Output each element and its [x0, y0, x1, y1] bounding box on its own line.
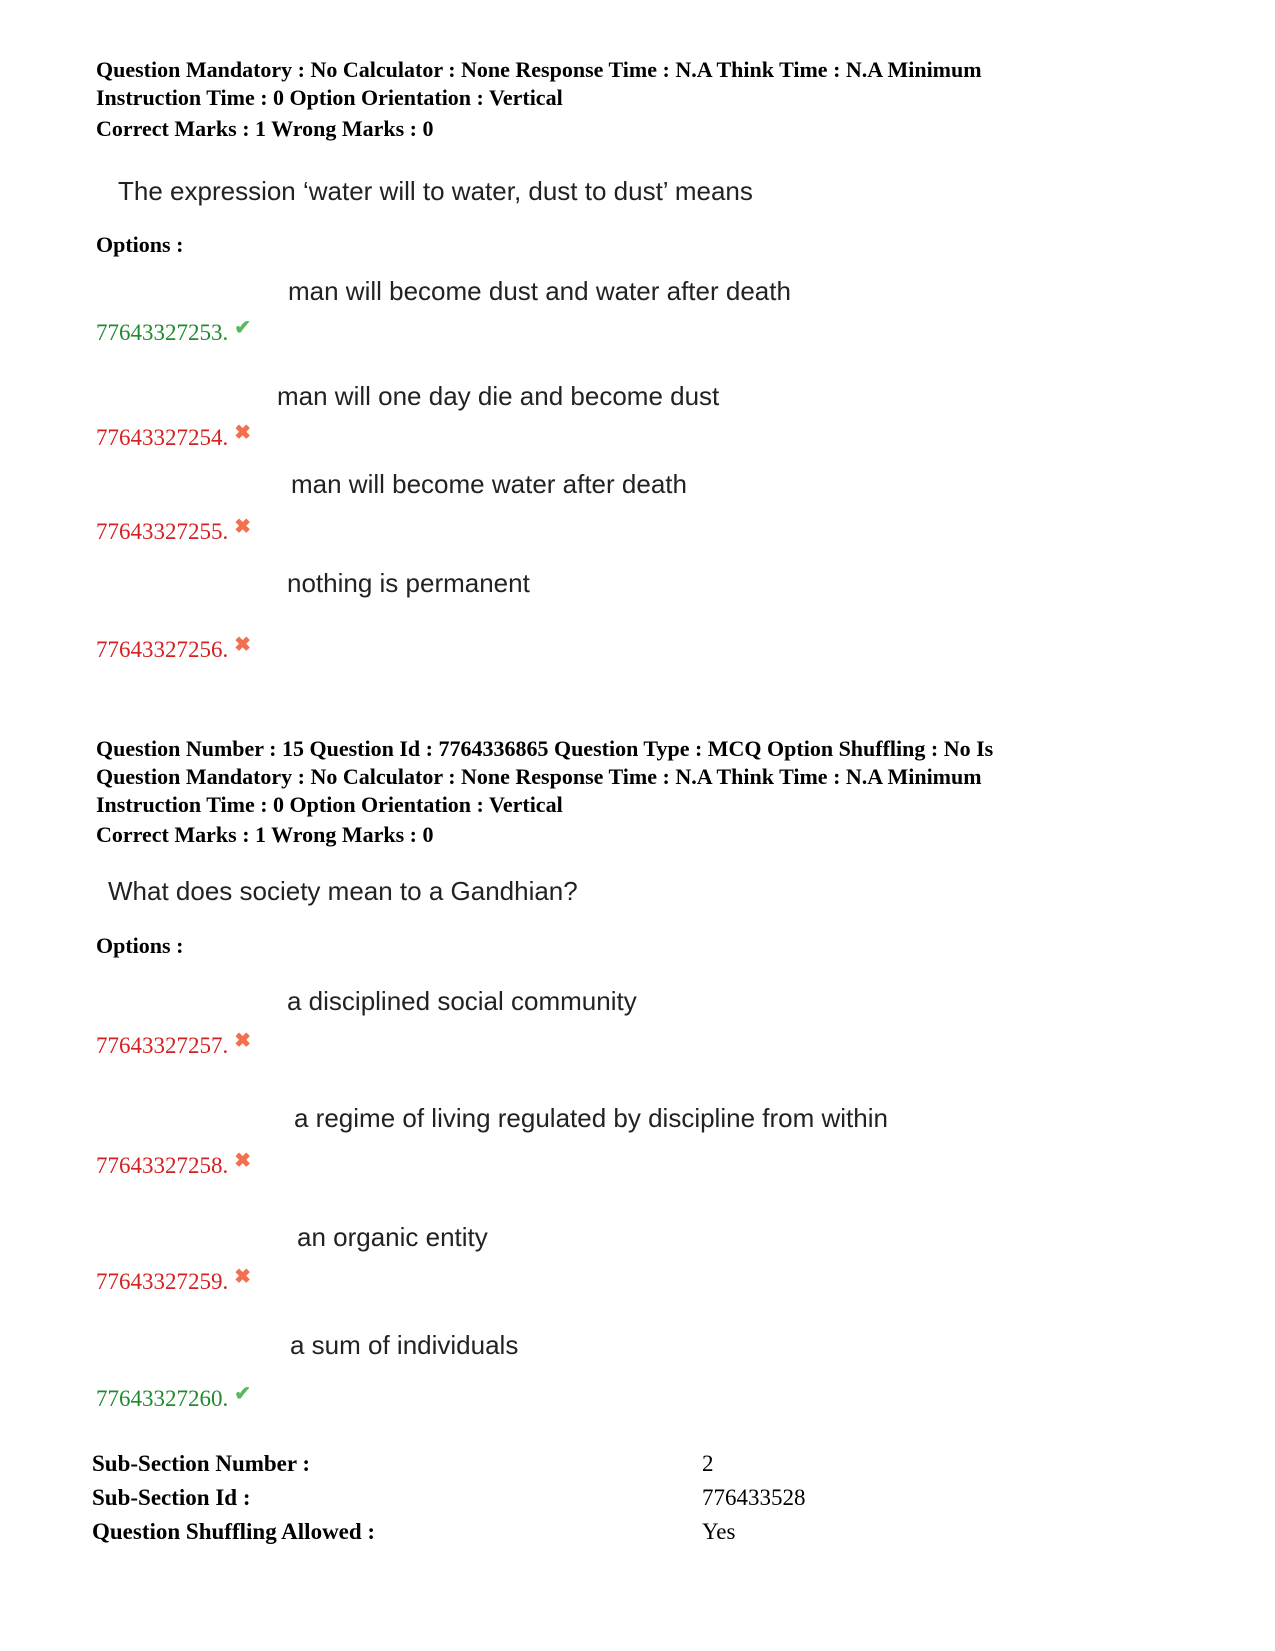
subsection-number-value: 2 — [702, 1451, 714, 1476]
cross-icon: ✖ — [234, 516, 252, 538]
subsection-id-label: Sub-Section Id : — [92, 1485, 251, 1510]
q1-option-4-id — [96, 634, 252, 663]
q1-options-label: Options : — [96, 232, 184, 257]
q2-option-2-number: 77643327258. — [96, 1153, 229, 1178]
q1-option-1-text: man will become dust and water after death — [288, 276, 791, 306]
q2-option-1-text: a disciplined social community — [287, 986, 637, 1016]
q1-meta — [96, 56, 1196, 112]
q1-option-1-number: 77643327253. — [96, 320, 229, 345]
q1-option-2-number: 77643327254. — [96, 425, 229, 450]
check-icon: ✔ — [234, 317, 252, 339]
q1-option-2-text: man will one day die and become dust — [277, 381, 720, 411]
q1-meta-line-2: Instruction Time : 0 Option Orientation : Vertical — [96, 85, 563, 110]
cross-icon: ✖ — [234, 634, 252, 656]
q1-question-text: The expression ‘water will to water, dust to dust’ means — [118, 176, 753, 206]
q2-options-label: Options : — [96, 933, 184, 958]
subsection-id-value: 776433528 — [702, 1485, 806, 1510]
question-shuffling-value: Yes — [702, 1519, 736, 1544]
q1-option-2-id — [96, 422, 252, 451]
q2-option-2-id — [96, 1150, 252, 1179]
cross-icon: ✖ — [234, 422, 252, 444]
q2-option-4-text: a sum of individuals — [290, 1330, 519, 1360]
q1-option-3-id — [96, 516, 252, 545]
q2-question-text: What does society mean to a Gandhian? — [108, 876, 578, 906]
question-shuffling-label: Question Shuffling Allowed : — [92, 1519, 376, 1544]
q2-meta-line-1: Question Number : 15 Question Id : 7764336865 Question Type : MCQ Option Shuffling : No Is — [96, 736, 994, 761]
q2-option-3-id — [96, 1266, 252, 1295]
q1-option-3-text: man will become water after death — [291, 469, 687, 499]
subsection-number-label: Sub-Section Number : — [92, 1451, 311, 1476]
q2-marks: Correct Marks : 1 Wrong Marks : 0 — [96, 822, 434, 847]
q2-option-2-text: a regime of living regulated by discipline from within — [294, 1103, 888, 1133]
cross-icon: ✖ — [234, 1030, 252, 1052]
q2-option-4-id — [96, 1383, 252, 1412]
cross-icon: ✖ — [234, 1266, 252, 1288]
q2-option-4-number: 77643327260. — [96, 1386, 229, 1411]
check-icon: ✔ — [234, 1383, 252, 1405]
q1-option-1-id — [96, 317, 252, 346]
q2-meta — [96, 735, 1196, 819]
q2-option-1-id — [96, 1030, 252, 1059]
q1-marks: Correct Marks : 1 Wrong Marks : 0 — [96, 116, 434, 141]
q1-meta-line-1: Question Mandatory : No Calculator : None Response Time : N.A Think Time : N.A Minimum — [96, 57, 982, 82]
q1-option-3-number: 77643327255. — [96, 519, 229, 544]
q2-meta-line-2: Question Mandatory : No Calculator : None Response Time : N.A Think Time : N.A Minimum — [96, 764, 982, 789]
q1-option-4-text: nothing is permanent — [287, 568, 530, 598]
q2-meta-line-3: Instruction Time : 0 Option Orientation : Vertical — [96, 792, 563, 817]
cross-icon: ✖ — [234, 1150, 252, 1172]
q2-option-1-number: 77643327257. — [96, 1033, 229, 1058]
q2-option-3-number: 77643327259. — [96, 1269, 229, 1294]
q1-option-4-number: 77643327256. — [96, 637, 229, 662]
q2-option-3-text: an organic entity — [297, 1222, 488, 1252]
